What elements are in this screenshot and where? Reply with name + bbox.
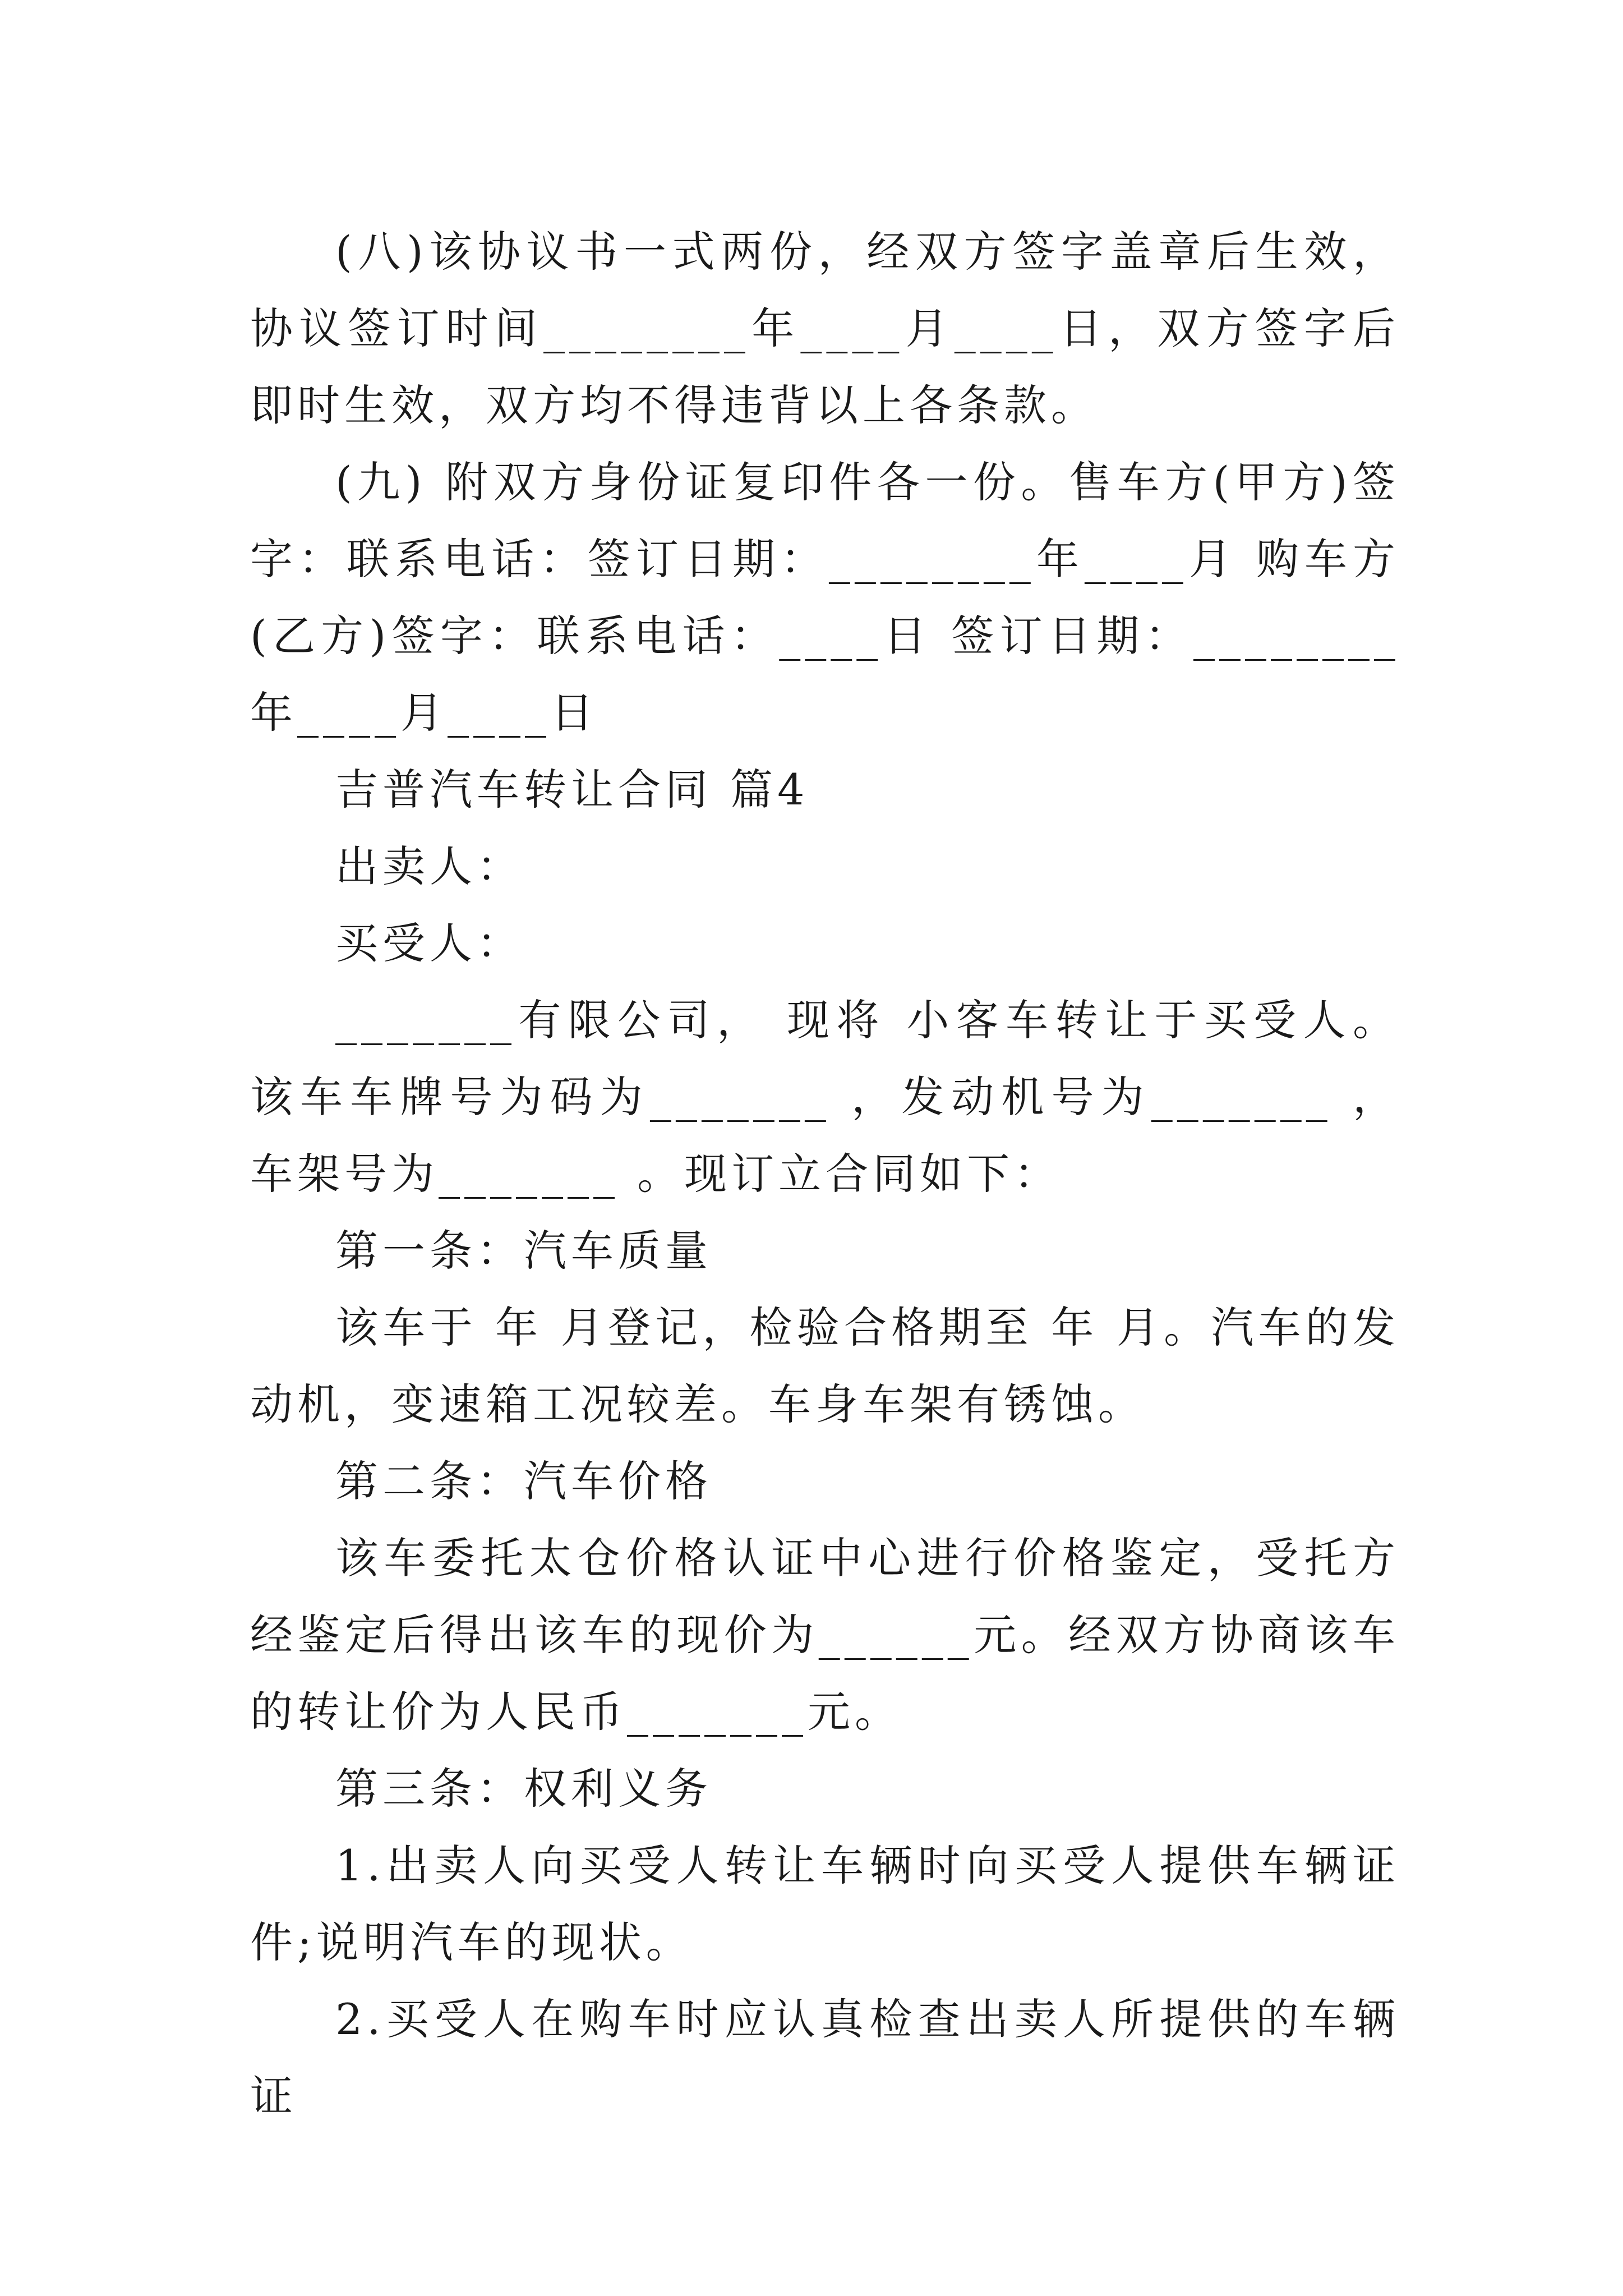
clause-8-paragraph: (八)该协议书一式两份，经双方签字盖章后生效，协议签订时间________年____月____日，双方签字后即时生效，双方均不得违背以上各条款。 xyxy=(250,227,1400,430)
clause-9-paragraph: (九) 附双方身份证复印件各一份。售车方(甲方)签字：联系电话：签订日期：________年____月 购车方(乙方)签字：联系电话：____日 签订日期：________年____月____日 xyxy=(250,457,1400,738)
buyer-line: 买受人： xyxy=(335,918,524,968)
contract-title: 吉普汽车转让合同 篇4 xyxy=(335,765,809,815)
article-3-item-2: 2.买受人在购车时应认真检查出卖人所提供的车辆证 xyxy=(250,1994,1400,2121)
article-2-paragraph: 该车委托太仓价格认证中心进行价格鉴定，受托方经鉴定后得出该车的现价为______元。经双方协商该车的转让价为人民币_______元。 xyxy=(250,1533,1400,1737)
article-3-item-1: 1.出卖人向买受人转让车辆时向买受人提供车辆证件;说明汽车的现状。 xyxy=(250,1841,1400,1967)
article-2-heading: 第二条：汽车价格 xyxy=(335,1456,712,1506)
intro-paragraph: _______有限公司， 现将 小客车转让于买受人。该车车牌号为码为_______ ，发动机号为_______ ，车架号为_______ 。现订立合同如下： xyxy=(250,995,1400,1199)
article-1-heading: 第一条：汽车质量 xyxy=(335,1226,712,1276)
seller-line: 出卖人： xyxy=(335,841,524,891)
article-1-paragraph: 该车于 年 月登记，检验合格期至 年 月。汽车的发动机，变速箱工况较差。车身车架有锈蚀。 xyxy=(250,1303,1400,1429)
article-3-heading: 第三条：权利义务 xyxy=(335,1764,712,1814)
document-body xyxy=(250,213,1400,2134)
